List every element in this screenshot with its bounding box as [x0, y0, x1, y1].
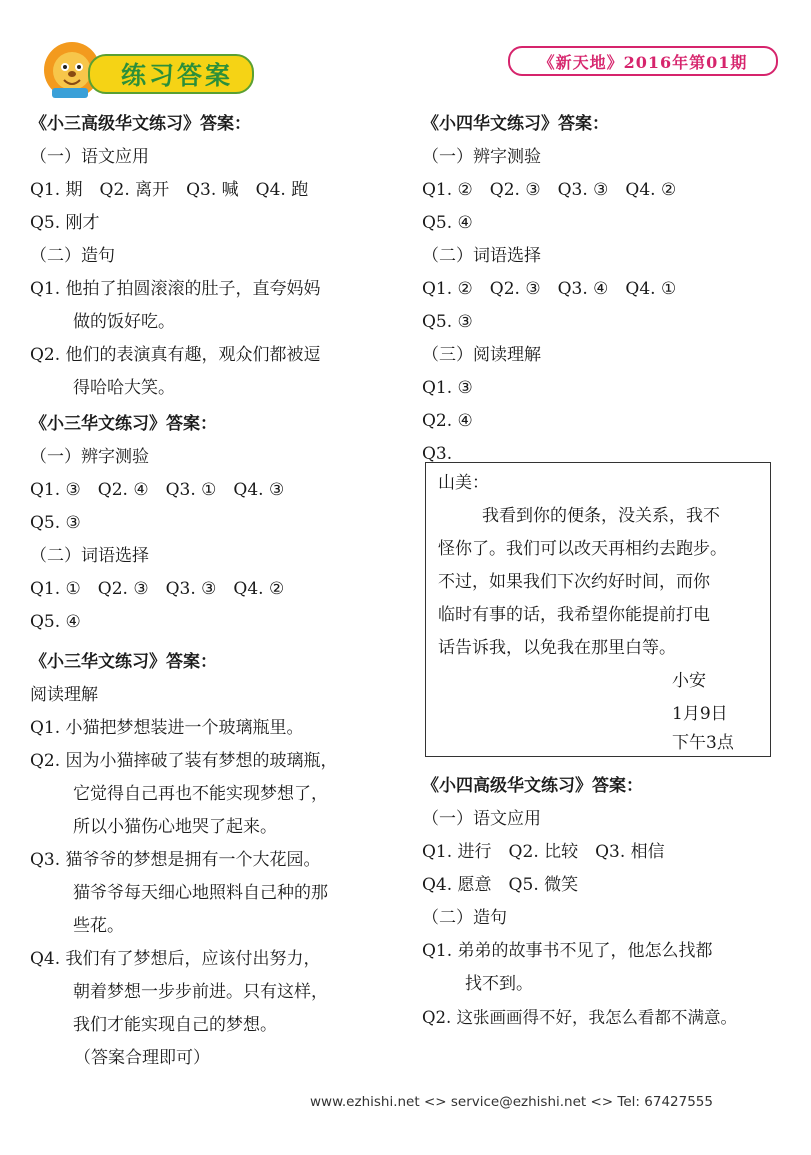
- answer-row: 猫爷爷每天细心地照料自己种的那: [73, 883, 328, 903]
- answer-row: Q4. 愿意 Q5. 微笑: [422, 875, 579, 895]
- part-heading: （二）词语选择: [422, 246, 541, 266]
- answer-row: Q5. ④: [422, 213, 473, 233]
- answer-row: Q5. 刚才: [30, 213, 100, 233]
- letter-box: [425, 462, 771, 757]
- answer-row: Q2. 他们的表演真有趣，观众们都被逗: [30, 345, 321, 365]
- letter-time: 下午3点: [672, 733, 734, 753]
- answer-row: 所以小猫伤心地哭了起来。: [73, 817, 277, 837]
- issue-badge: 《新天地》2016年第01期: [508, 46, 778, 76]
- footer-contact: www.ezhishi.net <> service@ezhishi.net <> Tel: 67427555: [310, 1094, 713, 1110]
- left-column: [30, 108, 321, 405]
- part-heading: （一）辨字测验: [30, 447, 149, 467]
- section-title: 《小四华文练习》答案：: [422, 114, 609, 134]
- part-heading: （一）辨字测验: [422, 147, 541, 167]
- answer-row: Q5. ④: [30, 612, 81, 632]
- section-title: 《小四高级华文练习》答案：: [422, 776, 643, 796]
- letter-line: 不过，如果我们下次约好时间，而你: [438, 572, 710, 592]
- answer-row: Q4. 我们有了梦想后，应该付出努力，: [30, 949, 321, 969]
- letter-signature: 小安: [672, 671, 706, 691]
- letter-line: 话告诉我，以免我在那里白等。: [438, 638, 676, 658]
- answer-row: Q1. ③: [422, 378, 473, 398]
- answer-row: 朝着梦想一步步前进。只有这样，: [73, 982, 328, 1002]
- answer-row: Q1. ① Q2. ③ Q3. ③ Q4. ②: [30, 579, 285, 599]
- letter-greeting: 山美：: [438, 473, 489, 493]
- part-heading: （二）词语选择: [30, 546, 149, 566]
- part-heading: （三）阅读理解: [422, 345, 541, 365]
- answer-row: Q1. ② Q2. ③ Q3. ③ Q4. ②: [422, 180, 677, 200]
- left-column-3: [30, 646, 338, 1075]
- answer-row: Q1. ② Q2. ③ Q3. ④ Q4. ①: [422, 279, 677, 299]
- answer-row: Q5. ③: [30, 513, 81, 533]
- logo-badge: [88, 54, 254, 94]
- letter-line: 临时有事的话，我希望你能提前打电: [438, 605, 710, 625]
- answer-row: Q1. 他拍了拍圆滚滚的肚子，直夸妈妈: [30, 279, 321, 299]
- answer-row: Q3. 猫爷爷的梦想是拥有一个大花园。: [30, 850, 321, 870]
- answer-row: Q1. 期 Q2. 离开 Q3. 喊 Q4. 跑: [30, 180, 309, 200]
- answer-row: 我们才能实现自己的梦想。: [73, 1015, 277, 1035]
- letter-date: 1月9日: [672, 704, 728, 724]
- section-title: 《小三华文练习》答案：: [30, 414, 217, 434]
- section-title: 《小三华文练习》答案：: [30, 652, 217, 672]
- header-logo: [42, 40, 252, 108]
- part-heading: （二）造句: [422, 908, 507, 928]
- right-column-2: [422, 770, 737, 1034]
- answer-row: Q1. 小猫把梦想装进一个玻璃瓶里。: [30, 718, 304, 738]
- answer-row: 它觉得自己再也不能实现梦想了，: [73, 784, 328, 804]
- answer-row: Q1. 弟弟的故事书不见了，他怎么找都: [422, 941, 713, 961]
- part-heading: （二）造句: [30, 246, 115, 266]
- answer-row: Q5. ③: [422, 312, 473, 332]
- letter-line: 我看到你的便条，没关系，我不: [482, 506, 720, 526]
- answer-row: 些花。: [73, 916, 124, 936]
- right-column: [422, 108, 676, 471]
- answer-row: Q1. 进行 Q2. 比较 Q3. 相信: [422, 842, 665, 862]
- part-heading: （一）语文应用: [30, 147, 149, 167]
- answer-row: Q2. 因为小猫摔破了装有梦想的玻璃瓶，: [30, 751, 338, 771]
- part-heading: （一）语文应用: [422, 809, 541, 829]
- logo-title: 练习答案: [120, 61, 233, 90]
- letter-line: 怪你了。我们可以改天再相约去跑步。: [438, 539, 727, 559]
- section-title: 《小三高级华文练习》答案：: [30, 114, 251, 134]
- answer-row: 找不到。: [465, 974, 533, 994]
- answer-row: Q2. 这张画画得不好，我怎么看都不满意。: [422, 1008, 738, 1027]
- answer-row: Q3.: [422, 444, 453, 464]
- answer-row: Q2. ④: [422, 411, 473, 431]
- left-column-2: [30, 408, 284, 639]
- answer-row: Q1. ③ Q2. ④ Q3. ① Q4. ③: [30, 480, 285, 500]
- answer-row: 得哈哈大笑。: [73, 378, 175, 398]
- answer-row: 做的饭好吃。: [73, 312, 175, 332]
- answer-note: （答案合理即可）: [74, 1048, 210, 1068]
- part-heading: 阅读理解: [30, 685, 98, 705]
